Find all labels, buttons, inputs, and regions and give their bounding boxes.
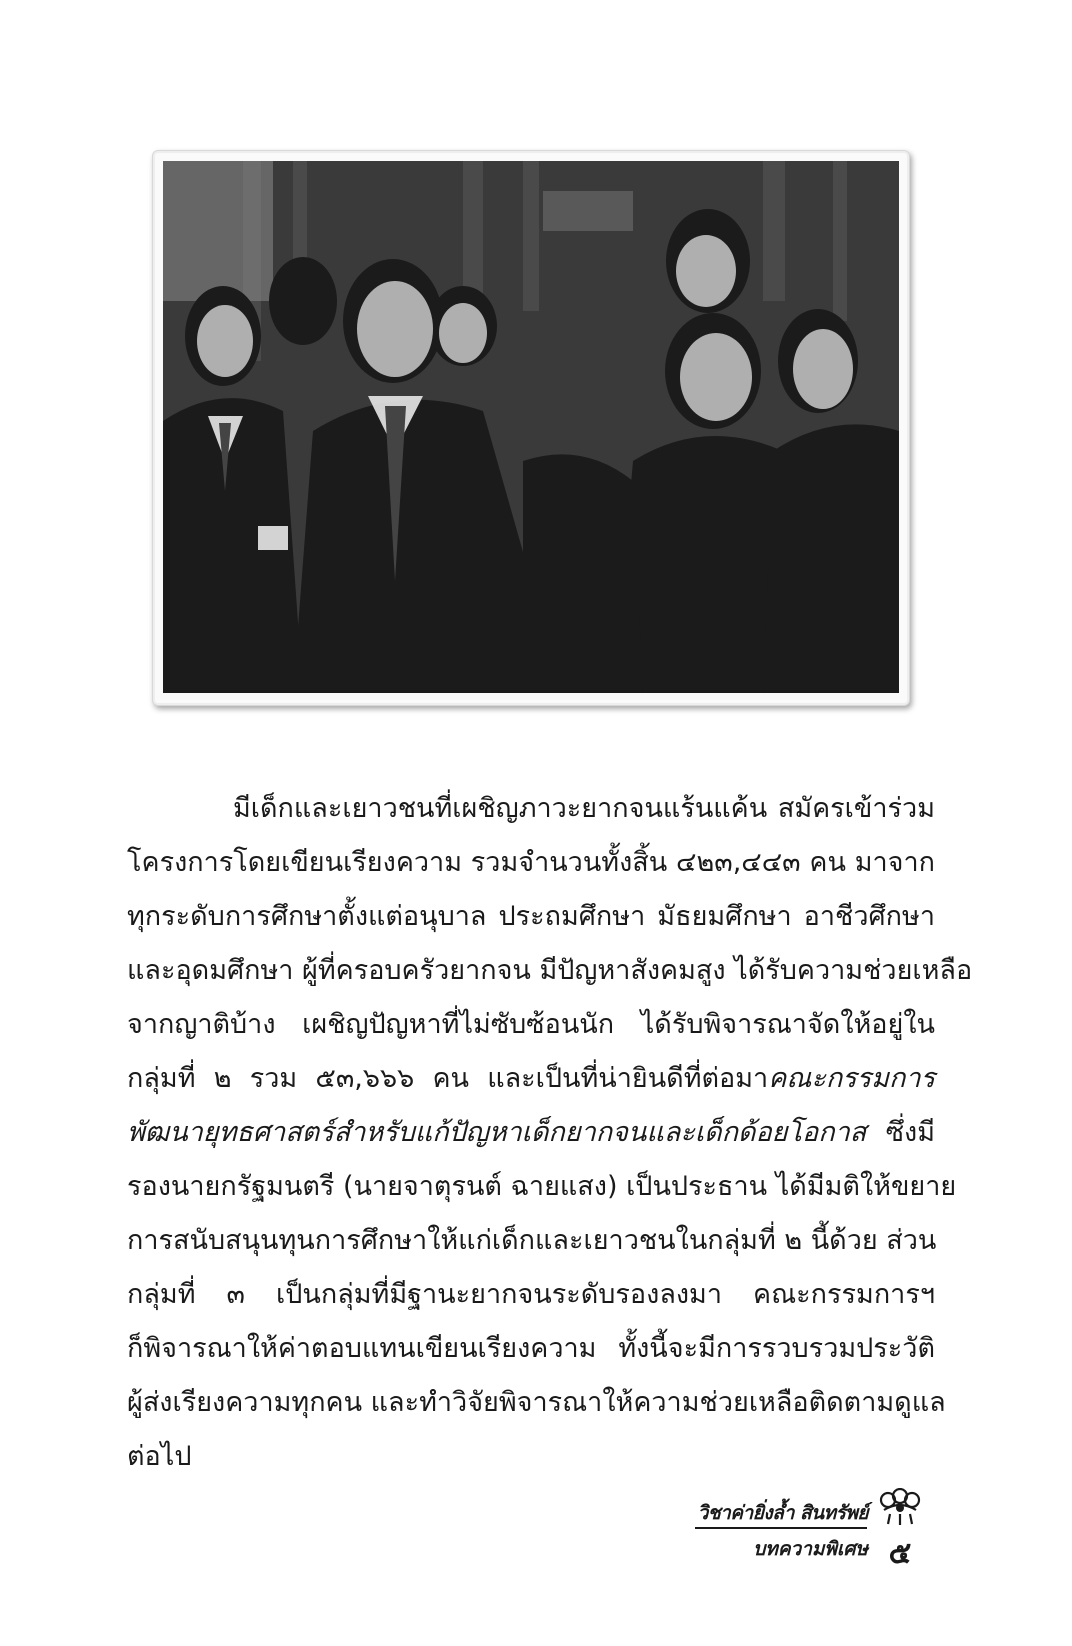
text-line: ทุกระดับการศึกษาตั้งแต่อนุบาล ประถมศึกษา มัธยมศึกษา อาชีวศึกษา bbox=[127, 901, 935, 932]
text-line: ต่อไป bbox=[127, 1441, 192, 1472]
text-segment: ซึ่งมี bbox=[866, 1117, 935, 1148]
committee-name-italic: พัฒนายุทธศาสตร์สำหรับแก้ปัญหาเด็กยากจนและเด็กด้อยโอกาส bbox=[127, 1117, 867, 1148]
running-footer-title: วิชาค่ายิ่งล้ำ สินทรัพย์ bbox=[697, 1502, 868, 1524]
body-paragraph bbox=[127, 782, 973, 1484]
group-photograph bbox=[163, 161, 899, 693]
text-line: จากญาติบ้าง เผชิญปัญหาที่ไม่ซับซ้อนนัก ได้รับพิจารณาจัดให้อยู่ใน bbox=[127, 1009, 935, 1040]
sun-emblem-icon bbox=[878, 1488, 922, 1526]
text-line bbox=[127, 1052, 935, 1106]
text-line: รองนายกรัฐมนตรี (นายจาตุรนต์ ฉายแสง) เป็นประธาน ได้มีมติให้ขยาย bbox=[127, 1171, 957, 1202]
text-line: และอุดมศึกษา ผู้ที่ครอบครัวยากจน มีปัญหาสังคมสูง ได้รับความช่วยเหลือ bbox=[127, 955, 973, 986]
text-line bbox=[127, 1106, 935, 1160]
text-line: ก็พิจารณาให้ค่าตอบแทนเขียนเรียงความ ทั้งนี้จะมีการรวบรวมประวัติ bbox=[127, 1333, 935, 1364]
committee-name-italic: คณะกรรมการ bbox=[768, 1063, 935, 1094]
text-line: ผู้ส่งเรียงความทุกคน และทำวิจัยพิจารณาให้ความช่วยเหลือติดตามดูแล bbox=[127, 1387, 946, 1418]
footer-divider bbox=[695, 1527, 867, 1529]
running-footer-section: บทความพิเศษ bbox=[753, 1538, 868, 1560]
text-line: กลุ่มที่ ๓ เป็นกลุ่มที่มีฐานะยากจนระดับรองลงมา คณะกรรมการฯ bbox=[127, 1279, 935, 1310]
text-line: มีเด็กและเยาวชนที่เผชิญภาวะยากจนแร้นแค้น สมัครเข้าร่วม bbox=[233, 793, 935, 824]
photo-frame bbox=[152, 150, 910, 706]
page-number: ๕ bbox=[888, 1536, 912, 1571]
text-segment: กลุ่มที่ ๒ รวม ๕๓,๖๖๖ คน และเป็นที่น่ายินดีที่ต่อมา bbox=[127, 1063, 769, 1094]
text-line: โครงการโดยเขียนเรียงความ รวมจำนวนทั้งสิ้น ๔๒๓,๔๔๓ คน มาจาก bbox=[127, 847, 935, 878]
text-line: การสนับสนุนทุนการศึกษาให้แก่เด็กและเยาวชนในกลุ่มที่ ๒ นี้ด้วย ส่วน bbox=[127, 1225, 937, 1256]
